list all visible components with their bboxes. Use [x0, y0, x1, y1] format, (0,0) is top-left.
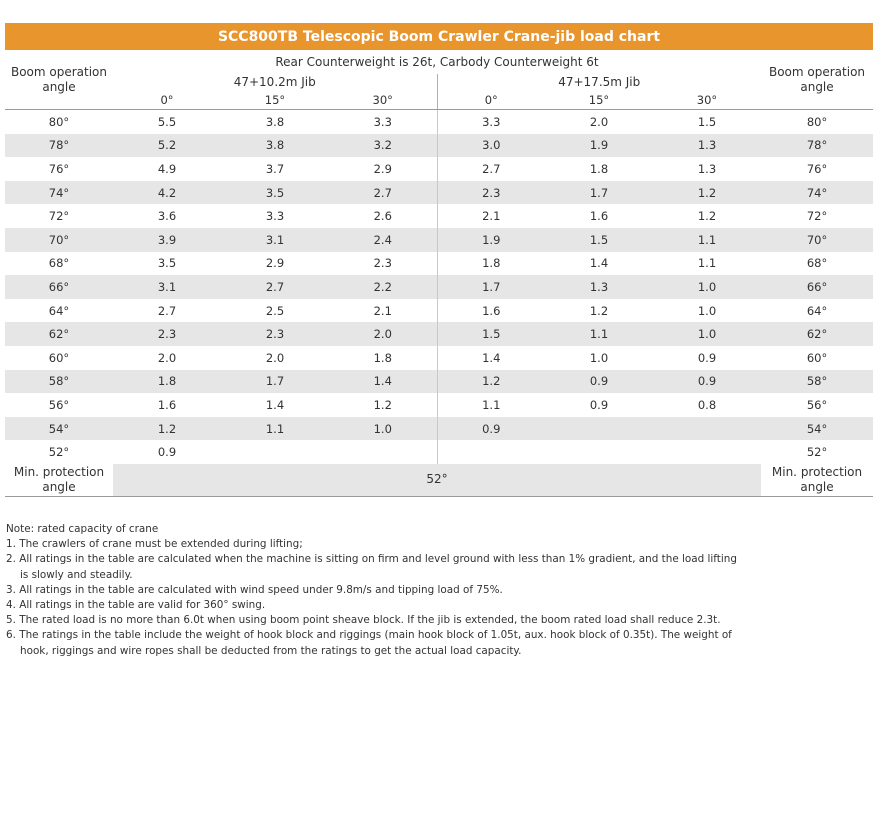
boom-angle-cell: 64°: [48, 303, 70, 318]
capacity-cell: 2.5: [265, 303, 285, 318]
jib-group-header-2: 47+17.5m Jib: [558, 75, 641, 89]
table-row: [5, 275, 873, 299]
boom-angle-cell: 70°: [761, 228, 873, 252]
table-row: [5, 393, 873, 417]
note-item: 1. The crawlers of crane must be extended during lifting;: [6, 538, 303, 551]
capacity-cell: 5.5: [157, 114, 177, 129]
capacity-cell: 0.8: [697, 397, 717, 412]
table-row: [5, 370, 873, 394]
boom-angle-cell: 68°: [806, 256, 828, 271]
capacity-cell: 2.3: [437, 181, 545, 205]
capacity-cell: 0.9: [653, 370, 761, 394]
capacity-cell: [545, 417, 653, 441]
capacity-cell: 1.7: [545, 181, 653, 205]
capacity-cell: 1.3: [697, 161, 717, 176]
capacity-cell: 1.0: [653, 322, 761, 346]
capacity-cell: 1.6: [589, 209, 609, 224]
capacity-cell: 2.1: [482, 209, 501, 224]
table-row: [5, 157, 873, 181]
capacity-cell: 1.2: [437, 370, 545, 394]
capacity-cell: 3.5: [221, 181, 329, 205]
boom-angle-cell: 62°: [761, 322, 873, 346]
capacity-cell: 2.3: [329, 252, 437, 276]
load-chart-table: [5, 23, 873, 497]
boom-angle-cell: 74°: [5, 181, 113, 205]
capacity-cell: 1.3: [653, 134, 761, 158]
capacity-cell: 1.7: [221, 370, 329, 394]
capacity-cell: 2.2: [329, 275, 437, 299]
capacity-cell: 1.2: [113, 417, 221, 441]
capacity-cell: 1.8: [113, 370, 221, 394]
capacity-cell: 2.0: [589, 114, 609, 129]
capacity-cell: 1.8: [329, 346, 437, 370]
capacity-cell: 3.7: [265, 161, 285, 176]
jib-group-header-1: 47+10.2m Jib: [113, 74, 437, 90]
capacity-cell: 3.8: [265, 114, 285, 129]
capacity-cell: 4.2: [113, 181, 221, 205]
capacity-cell: 1.0: [589, 350, 609, 365]
boom-angle-cell: 70°: [5, 228, 113, 252]
boom-angle-cell: 56°: [806, 397, 828, 412]
capacity-cell: 0.9: [589, 397, 609, 412]
offset-angle-header: 15°: [264, 92, 286, 107]
capacity-cell: 0.9: [437, 417, 545, 441]
capacity-cell: 1.2: [653, 181, 761, 205]
boom-angle-header-right-line1: Boom operation: [768, 64, 866, 79]
boom-angle-header-left-line2: angle: [42, 79, 76, 94]
min-protection-label-left: [5, 464, 113, 497]
capacity-cell: 1.2: [329, 393, 437, 417]
capacity-cell: 1.2: [697, 209, 717, 224]
table-row: [5, 299, 873, 323]
boom-angle-cell: 56°: [48, 397, 70, 412]
capacity-cell: [221, 440, 329, 464]
note-item: 4. All ratings in the table are valid for 360° swing.: [6, 599, 266, 612]
capacity-cell: 1.4: [329, 370, 437, 394]
boom-angle-cell: 62°: [5, 322, 113, 346]
capacity-cell: 1.3: [545, 275, 653, 299]
capacity-cell: 3.0: [437, 134, 545, 158]
capacity-cell: 2.6: [329, 204, 437, 228]
boom-angle-cell: 72°: [48, 209, 70, 224]
table-row: [5, 181, 873, 205]
capacity-cell: 2.0: [157, 350, 177, 365]
capacity-cell: 0.9: [697, 350, 717, 365]
capacity-cell: 2.1: [329, 299, 437, 323]
capacity-cell: 3.1: [221, 228, 329, 252]
chart-title: SCC800TB Telescopic Boom Crawler Crane-jib load chart: [5, 23, 873, 50]
offset-angle-header: 30°: [329, 90, 437, 109]
capacity-cell: 3.3: [482, 114, 501, 129]
min-protection-label-right: [761, 464, 873, 497]
capacity-cell: 1.6: [157, 397, 177, 412]
boom-angle-cell: 58°: [5, 370, 113, 394]
capacity-cell: 0.9: [157, 445, 177, 460]
capacity-cell: 0.9: [545, 370, 653, 394]
boom-angle-header-left: [5, 50, 113, 109]
table-row: [5, 110, 873, 134]
capacity-cell: 2.3: [221, 322, 329, 346]
boom-angle-cell: 58°: [761, 370, 873, 394]
offset-angle-header: 0°: [160, 92, 174, 107]
capacity-cell: 1.4: [265, 397, 285, 412]
capacity-cell: 3.3: [329, 110, 437, 134]
capacity-cell: [653, 417, 761, 441]
boom-angle-cell: 78°: [5, 134, 113, 158]
capacity-cell: [437, 440, 545, 464]
offset-angle-header: 0°: [484, 92, 498, 107]
boom-angle-cell: 80°: [806, 114, 828, 129]
min-protection-label-right-line2: angle: [800, 479, 834, 494]
capacity-cell: 2.9: [329, 157, 437, 181]
capacity-cell: [653, 440, 761, 464]
table-row: [5, 228, 873, 252]
boom-angle-cell: 54°: [761, 417, 873, 441]
table-row: [5, 440, 873, 464]
capacity-cell: 1.0: [653, 275, 761, 299]
boom-angle-cell: 78°: [761, 134, 873, 158]
capacity-cell: 3.3: [265, 209, 285, 224]
boom-angle-header-right: [761, 50, 873, 109]
capacity-cell: 3.2: [329, 134, 437, 158]
table-row: [5, 346, 873, 370]
boom-angle-cell: 52°: [48, 445, 70, 460]
capacity-cell: 2.4: [329, 228, 437, 252]
note-item: 6. The ratings in the table include the weight of hook block and riggings (main hook block of 1.05t, aux. hook block of 0.35t). The weight of hook, riggings and wire ropes shall be deducted from the ratings to get the actual load capacity.: [6, 629, 732, 657]
capacity-cell: 1.1: [697, 256, 717, 271]
boom-angle-header-left-line1: Boom operation: [10, 64, 108, 79]
table-row: [5, 417, 873, 441]
min-protection-label-right-line1: Min. protection: [771, 464, 863, 479]
counterweight-note: Rear Counterweight is 26t, Carbody Counterweight 6t: [275, 55, 599, 69]
capacity-cell: 1.9: [437, 228, 545, 252]
boom-angle-cell: 52°: [806, 445, 828, 460]
capacity-cell: 3.1: [113, 275, 221, 299]
table-row: [5, 322, 873, 346]
note-item: 3. All ratings in the table are calculated with wind speed under 9.8m/s and tipping load of 75%.: [6, 583, 503, 596]
note-item: 5. The rated load is no more than 6.0t when using boom point sheave block. If the jib is extended, the boom rated load shall reduce 2.3t.: [6, 614, 721, 627]
capacity-cell: 1.4: [482, 350, 501, 365]
capacity-cell: 1.7: [437, 275, 545, 299]
table-row: [5, 134, 873, 158]
capacity-cell: [329, 440, 437, 464]
capacity-cell: 1.1: [221, 417, 329, 441]
boom-angle-cell: 54°: [5, 417, 113, 441]
boom-angle-cell: 76°: [806, 161, 828, 176]
capacity-cell: 1.8: [589, 161, 609, 176]
capacity-cell: 2.7: [329, 181, 437, 205]
table-row: [5, 204, 873, 228]
boom-angle-cell: 74°: [761, 181, 873, 205]
capacity-cell: 1.5: [437, 322, 545, 346]
capacity-cell: 1.9: [545, 134, 653, 158]
min-protection-value: 52°: [113, 464, 761, 497]
boom-angle-cell: 68°: [48, 256, 70, 271]
capacity-cell: 5.2: [113, 134, 221, 158]
capacity-cell: 1.4: [589, 256, 609, 271]
capacity-cell: 1.1: [545, 322, 653, 346]
capacity-cell: 3.8: [221, 134, 329, 158]
capacity-cell: 2.7: [482, 161, 501, 176]
table-row: [5, 252, 873, 276]
note-item: 2. All ratings in the table are calculated when the machine is sitting on firm and level ground with less than 1% gradient, and the load lifting is slowly and steadily.: [6, 553, 737, 581]
min-protection-label-left-line2: angle: [42, 479, 76, 494]
capacity-cell: 2.0: [265, 350, 285, 365]
capacity-cell: 1.0: [329, 417, 437, 441]
capacity-cell: 3.5: [157, 256, 177, 271]
boom-angle-cell: 66°: [761, 275, 873, 299]
capacity-cell: 1.1: [482, 397, 501, 412]
boom-angle-cell: 72°: [806, 209, 828, 224]
capacity-cell: 1.0: [697, 303, 717, 318]
boom-angle-cell: 60°: [806, 350, 828, 365]
capacity-cell: 1.5: [545, 228, 653, 252]
boom-angle-cell: 60°: [48, 350, 70, 365]
capacity-cell: 2.9: [265, 256, 285, 271]
offset-angle-header: 30°: [696, 92, 718, 107]
capacity-cell: 3.9: [113, 228, 221, 252]
load-chart-body: [5, 110, 873, 464]
capacity-cell: [545, 440, 653, 464]
capacity-cell: 1.8: [482, 256, 501, 271]
capacity-cell: 2.7: [157, 303, 177, 318]
min-protection-row: [5, 464, 873, 497]
boom-angle-cell: 80°: [48, 114, 70, 129]
capacity-cell: 1.1: [653, 228, 761, 252]
capacity-cell: 1.5: [697, 114, 717, 129]
capacity-cell: 1.6: [482, 303, 501, 318]
capacity-cell: 2.7: [221, 275, 329, 299]
offset-angle-header: 15°: [588, 92, 610, 107]
capacity-cell: 4.9: [157, 161, 177, 176]
capacity-cell: 2.0: [329, 322, 437, 346]
boom-angle-cell: 66°: [5, 275, 113, 299]
boom-angle-cell: 64°: [806, 303, 828, 318]
notes-section: [6, 522, 746, 659]
min-protection-label-left-line1: Min. protection: [13, 464, 105, 479]
capacity-cell: 1.2: [589, 303, 609, 318]
boom-angle-cell: 76°: [48, 161, 70, 176]
capacity-cell: 3.6: [157, 209, 177, 224]
notes-heading: Note: rated capacity of crane: [6, 523, 159, 535]
capacity-cell: 2.3: [113, 322, 221, 346]
boom-angle-header-right-line2: angle: [800, 79, 834, 94]
